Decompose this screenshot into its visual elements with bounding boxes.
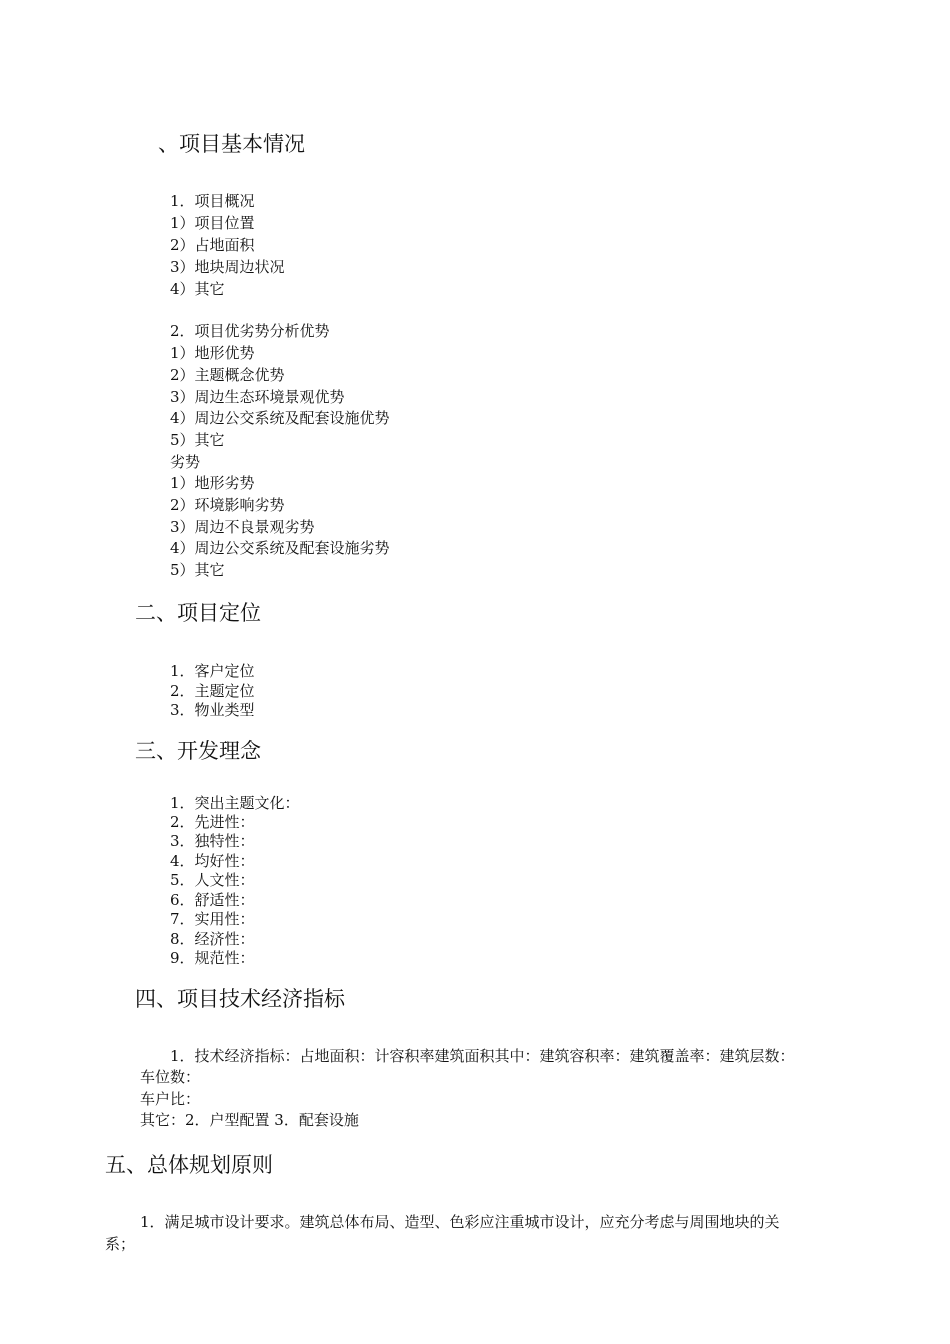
list-item: 1）地形优势 [170, 344, 255, 362]
list-item: 2．主题定位 [170, 682, 255, 700]
paragraph-line: 1．满足城市设计要求。建筑总体布局、造型、色彩应注重城市设计，应充分考虑与周围地块的关 [140, 1213, 780, 1231]
list-item: 6．舒适性： [170, 891, 255, 909]
list-item: 4．均好性： [170, 852, 255, 870]
list-item: 2）占地面积 [170, 236, 255, 254]
section-1-title: 、项目基本情况 [158, 132, 305, 156]
list-item: 3）地块周边状况 [170, 258, 285, 276]
list-item: 5）其它 [170, 561, 225, 579]
list-item: 4）其它 [170, 280, 225, 298]
indicator-line: 车位数： [140, 1068, 201, 1086]
disadvantages-label: 劣势 [170, 453, 201, 471]
list-item: 1）地形劣势 [170, 474, 255, 492]
section-5-title: 五、总体规划原则 [105, 1153, 273, 1177]
list-item: 2）环境影响劣势 [170, 496, 285, 514]
list-item: 5．人文性： [170, 871, 255, 889]
list-item: 9．规范性： [170, 949, 255, 967]
list-item: 2）主题概念优势 [170, 366, 285, 384]
list-item: 1．客户定位 [170, 662, 255, 680]
indicator-line: 其它：2．户型配置 3．配套设施 [140, 1111, 359, 1129]
section-4-title: 四、项目技术经济指标 [135, 987, 345, 1011]
subsection-1-heading: 1．项目概况 [170, 192, 255, 210]
list-item: 3）周边生态环境景观优势 [170, 388, 345, 406]
indicator-line: 1．技术经济指标：占地面积：计容积率建筑面积其中：建筑容积率：建筑覆盖率：建筑层数： [170, 1047, 795, 1065]
list-item: 8．经济性： [170, 930, 255, 948]
list-item: 3．物业类型 [170, 701, 255, 719]
list-item: 4）周边公交系统及配套设施劣势 [170, 539, 390, 557]
list-item: 3）周边不良景观劣势 [170, 518, 315, 536]
subsection-2-heading: 2．项目优劣势分析优势 [170, 322, 330, 340]
list-item: 3．独特性： [170, 832, 255, 850]
indicator-line: 车户比： [140, 1090, 201, 1108]
list-item: 1）项目位置 [170, 214, 255, 232]
paragraph-line: 系； [105, 1235, 136, 1253]
list-item: 4）周边公交系统及配套设施优势 [170, 409, 390, 427]
list-item: 7．实用性： [170, 910, 255, 928]
list-item: 1．突出主题文化： [170, 794, 300, 812]
section-2-title: 二、项目定位 [135, 601, 261, 625]
list-item: 2．先进性： [170, 813, 255, 831]
section-3-title: 三、开发理念 [135, 739, 261, 763]
list-item: 5）其它 [170, 431, 225, 449]
